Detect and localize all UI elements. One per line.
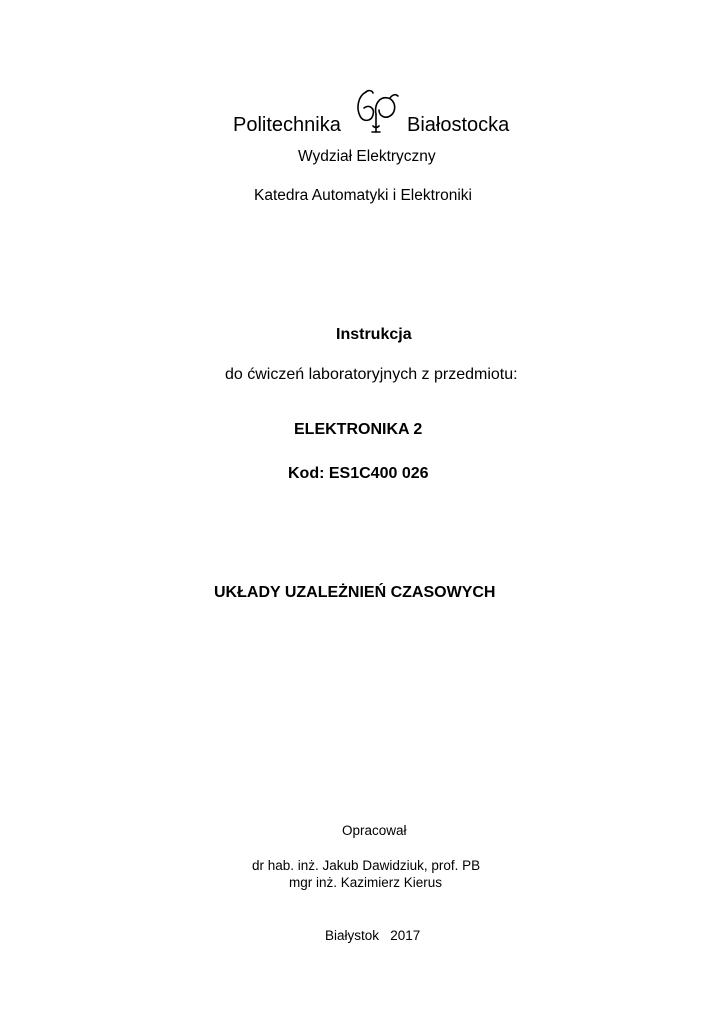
prepared-by-label: Opracował [342, 823, 407, 838]
faculty-name: Wydział Elektryczny [298, 148, 436, 165]
author-2: mgr inż. Kazimierz Kierus [289, 875, 443, 890]
department-name: Katedra Automatyki i Elektroniki [254, 187, 472, 204]
author-1: dr hab. inż. Jakub Dawidziuk, prof. PB [252, 858, 481, 873]
university-name-right: Białostocka [407, 114, 510, 136]
pb-logo-icon [352, 86, 400, 136]
place-and-year: Białystok 2017 [325, 928, 421, 943]
document-subtitle: do ćwiczeń laboratoryjnych z przedmiotu: [225, 366, 518, 383]
exercise-topic: UKŁADY UZALEŻNIEŃ CZASOWYCH [214, 584, 496, 601]
course-code: Kod: ES1C400 026 [288, 465, 429, 482]
university-name-left: Politechnika [233, 114, 341, 136]
course-name: ELEKTRONIKA 2 [294, 421, 423, 438]
document-title: Instrukcja [336, 326, 412, 343]
